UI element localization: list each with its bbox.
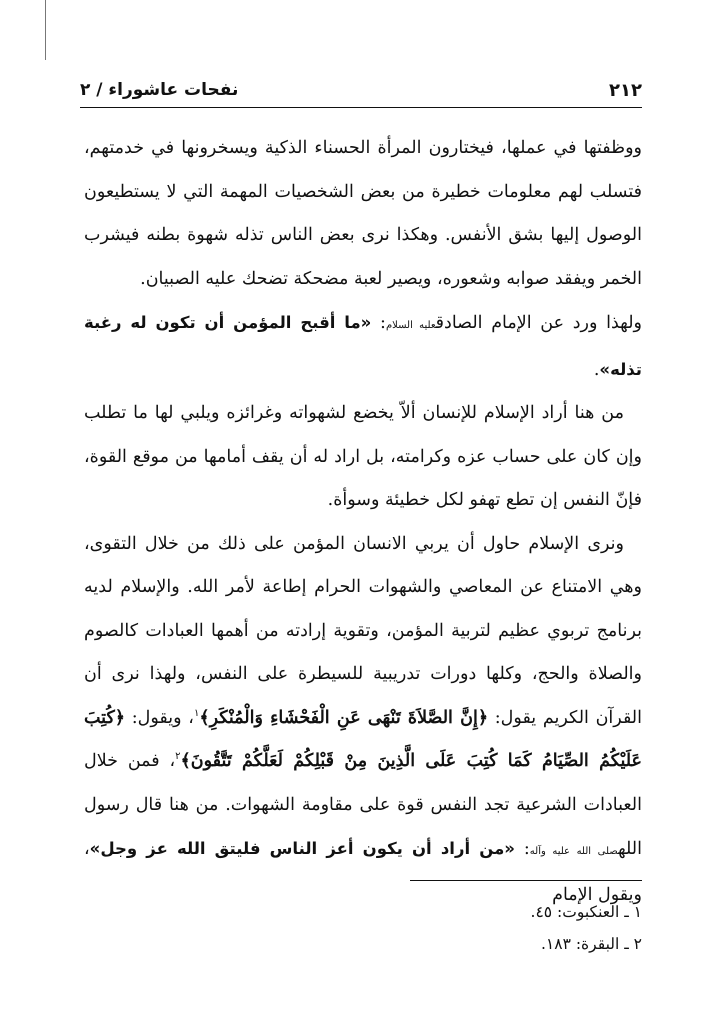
quran-verse-2: ﴿كُتِبَ عَلَيْكُمُ الصِّيَامُ كَمَا كُتِبَ عَلَى الَّذِينَ مِنْ قَبْلِكُمْ لَعَلَّكُمْ تَتَّقُونَ﴾ [84, 707, 642, 771]
paragraph-1: ووظفتها في عملها، فيختارون المرأة الحسناء الذكية ويسخرونها في خدمتهم، فتسلب لهم معلومات خطيرة من بعض الشخصيات المهمة التي لا يستطيعون الوصول إليها بشق الأنفس. وهكذا نرى بعض الناس تذله شهوة بطنه فيشرب الخمر ويفقد صوابه وشعوره، ويصير لعبة مضحكة تضحك عليه الصبيان. [84, 138, 642, 289]
honorific: صلى الله عليه وآله [529, 846, 618, 857]
paragraph-4-text-a: ونرى الإسلام حاول أن يربي الانسان المؤمن على ذلك من خلال التقوى، وهي الامتناع عن المعاصي والشهوات الحرام إطاعة لأمر الله. والإسلام لديه برنامج تربوي عظيم لتربية المؤمن، وتقوية إرادته من أهمها العبادات كالصوم والصلاة والحج، وكلها دورات تدريبية للسيطرة على النفس، ولهذا نرى أن القرآن الكريم يقول: [84, 533, 642, 728]
colon: : [371, 313, 386, 333]
paragraph-4-text-c: ، فمن خلال العبادات الشرعية تجد النفس قوة على مقاومة الشهوات. من هنا قال رسول الله [84, 751, 642, 859]
hadith-quote: «ما أقبح المؤمن أن تكون له رغبة تذله» [84, 313, 642, 379]
paragraph-4-text-e: ، ويقول الإمام [84, 839, 642, 905]
honorific: عليه السلام [385, 320, 436, 331]
paragraph-2 [84, 301, 642, 392]
period: . [593, 359, 600, 380]
paragraph-3: من هنا أراد الإسلام للإنسان ألاّ يخضع لشهواته وغرائزه ويلبي لها ما تطلب وإن كان على حساب عزه وكرامته، بل اراد له أن يقف أمامها من موقع القوة، فإنّ النفس إن تطع تهفو لكل خطيئة وسوأة. [84, 403, 642, 510]
footnote-2: ٢ ـ البقرة: ١٨٣. [540, 935, 642, 953]
footnote-ref-2: ٢ [175, 751, 181, 763]
footnote-1: ١ ـ العنكبوت: ٤٥. [530, 903, 642, 921]
page-number: ٢١٢ [609, 79, 642, 101]
main-text [84, 127, 642, 917]
hadith-quote: «من أراد أن يكون أعز الناس فليتق الله عز وجل» [89, 839, 515, 858]
paragraph-4 [84, 523, 642, 918]
footnotes [80, 896, 642, 960]
footnote-divider [410, 880, 642, 881]
paragraph-2-intro: ولهذا ورد عن الإمام الصادق [435, 313, 642, 333]
header-divider [80, 107, 642, 108]
book-title: نفحات عاشوراء / ٢ [80, 80, 239, 100]
running-header [80, 78, 642, 102]
colon: : [514, 839, 530, 859]
scan-edge-mark [45, 0, 46, 60]
quran-verse-1: ﴿إِنَّ الصَّلاَةَ تَنْهَى عَنِ الْفَحْشَاءِ وَالْمُنْكَرِ﴾ [199, 707, 489, 728]
paragraph-4-text-b: ، ويقول: [125, 707, 194, 728]
footnote-ref-1: ١ [193, 707, 200, 719]
